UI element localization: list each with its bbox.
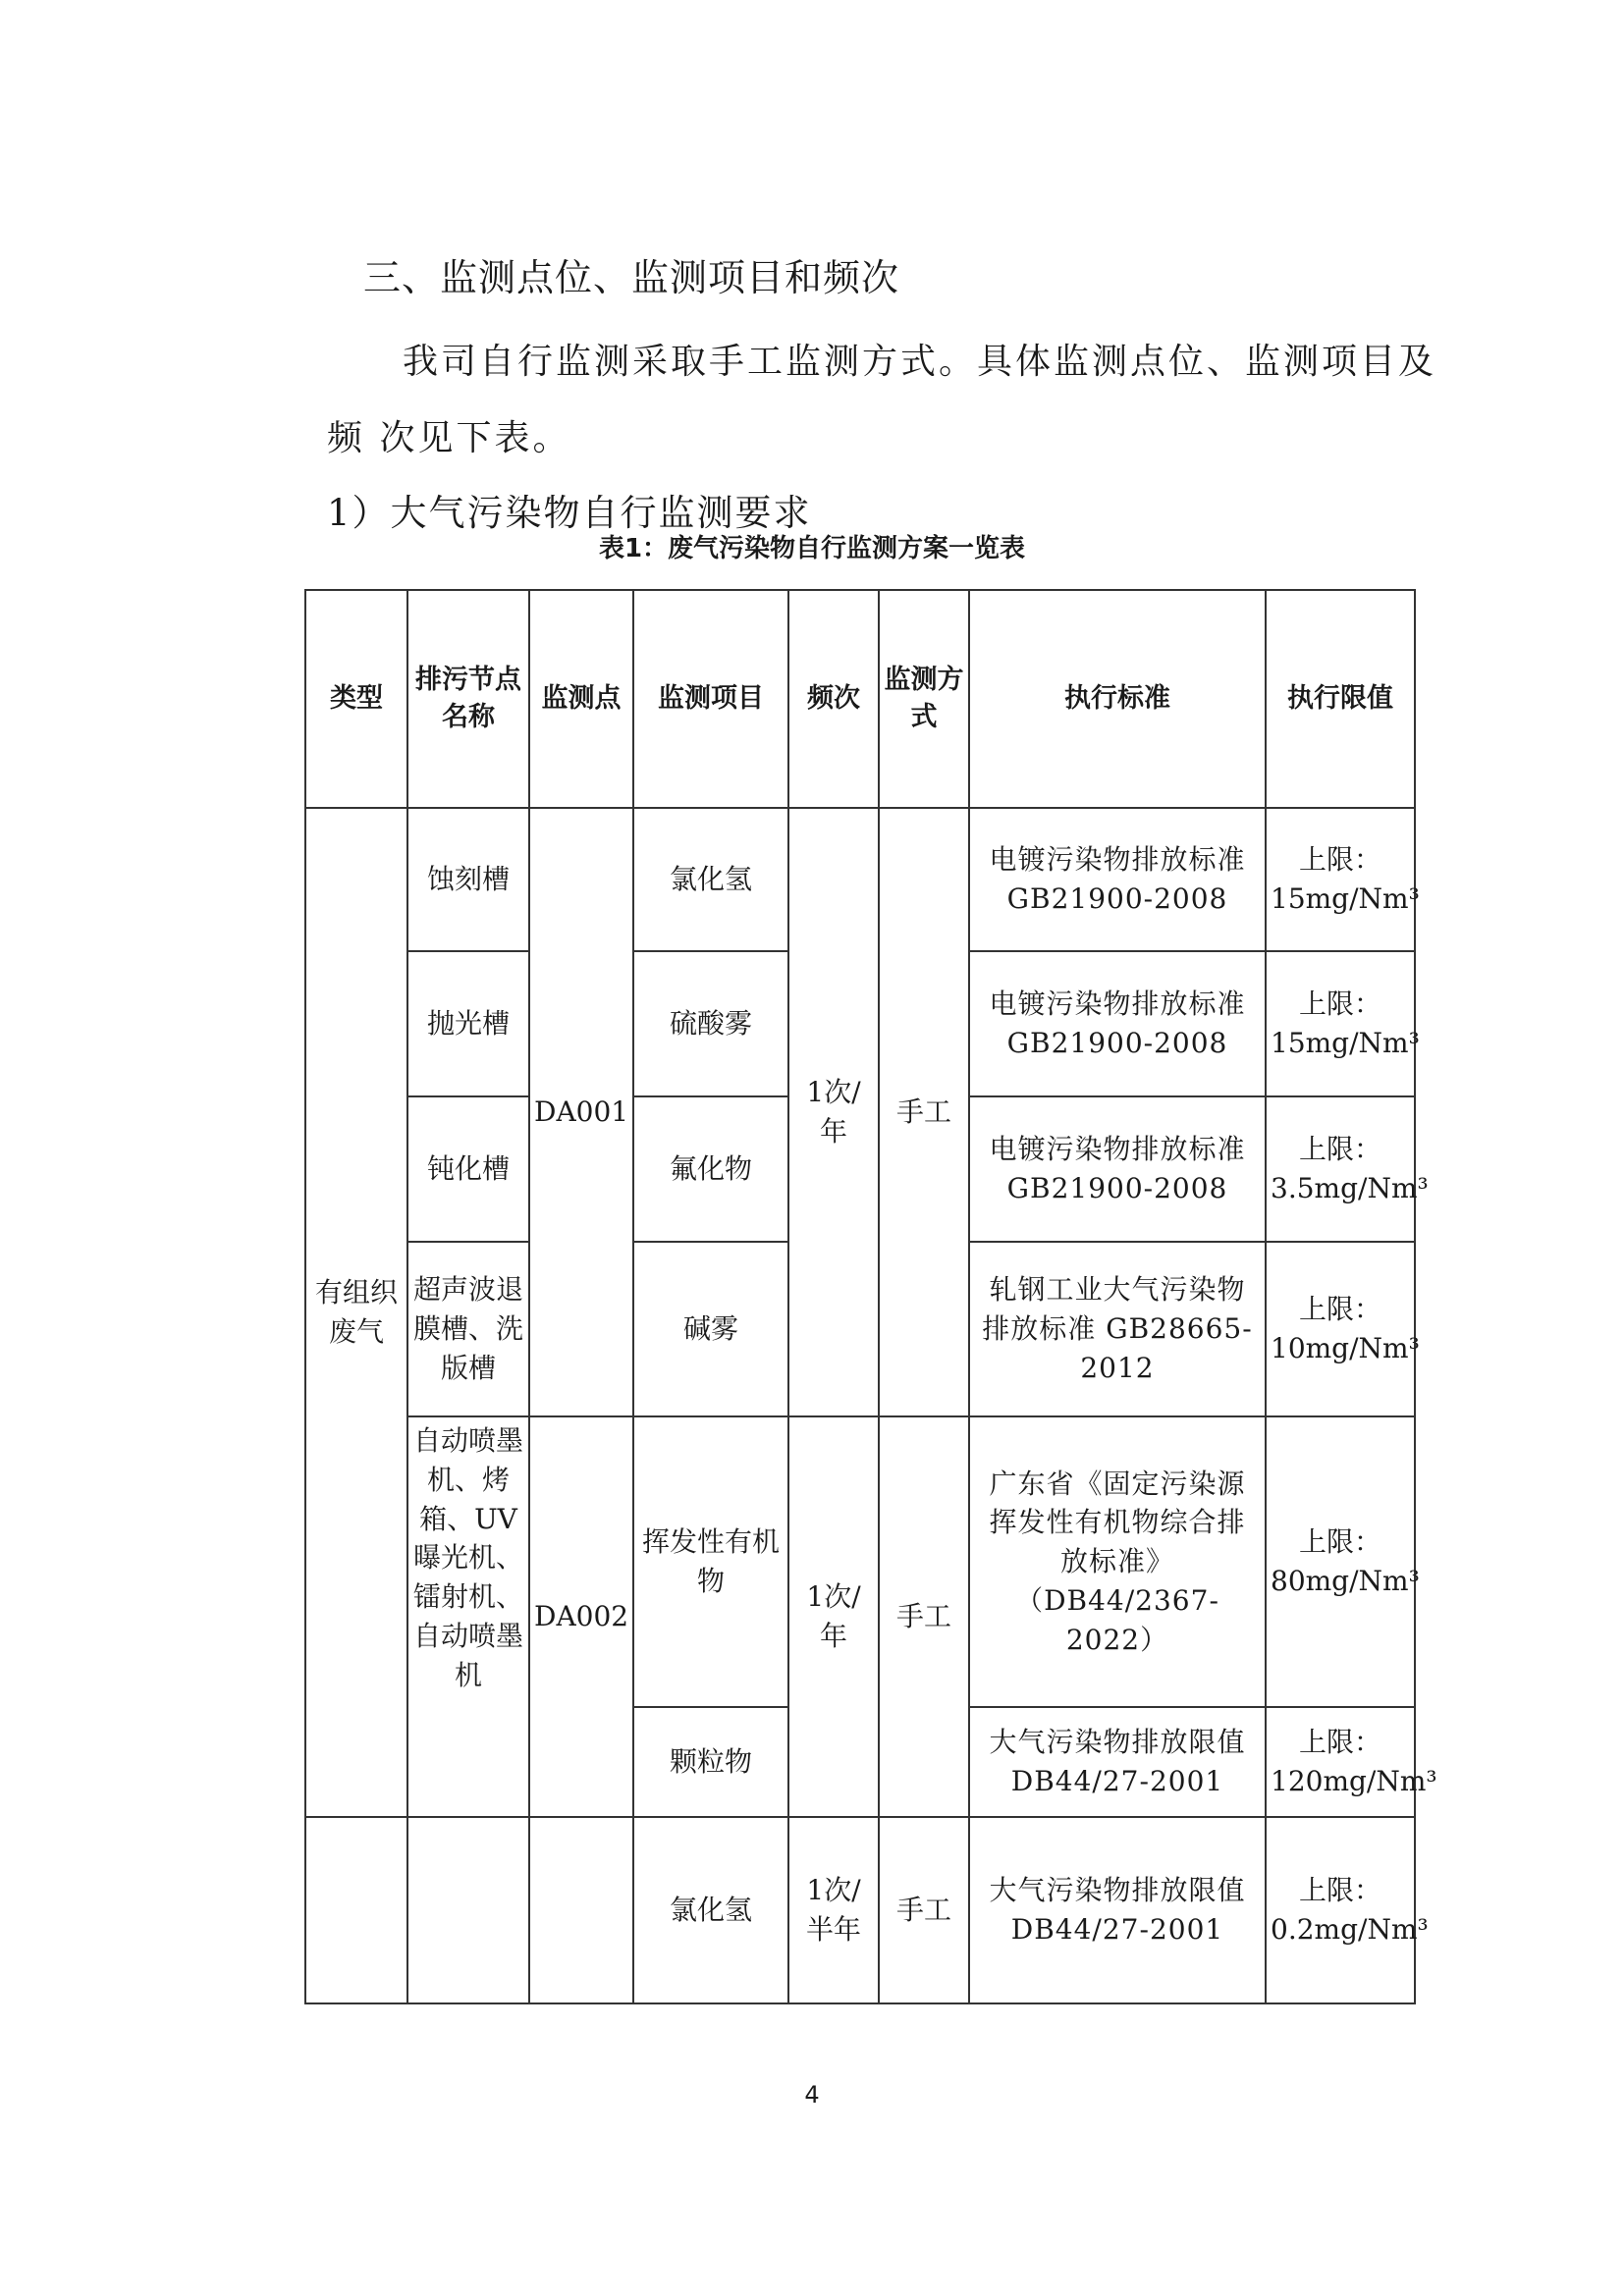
cell-limit [1266, 1096, 1429, 1242]
cell-item: 硫酸雾 [633, 951, 788, 1096]
cell-item: 氟化物 [633, 1096, 788, 1242]
standard-line: 排放标准 GB28665- [982, 1312, 1253, 1346]
subheading-air-pollutants: 1）大气污染物自行监测要求 [327, 492, 812, 534]
cell-limit [1266, 951, 1420, 1096]
limit-value: 120mg/Nm³ [1271, 1765, 1437, 1797]
standard-line: 挥发性有机物综合排 [989, 1506, 1246, 1539]
cell-node: 钝化槽 [407, 1096, 529, 1242]
standard-line: 大气污染物排放限值 [989, 1874, 1246, 1907]
table-header-row [305, 590, 1415, 808]
limit-label: 上限： [1298, 1293, 1381, 1326]
standard-line: GB21900-2008 [1006, 1172, 1228, 1204]
section-heading: 三、监测点位、监测项目和频次 [363, 256, 900, 299]
standard-line: DB44/27-2001 [1010, 1913, 1224, 1946]
intro-paragraph-line-1: 我司自行监测采取手工监测方式。具体监测点位、监测项目及 [403, 342, 1437, 382]
header-node-name: 排污节点名称 [407, 590, 529, 808]
limit-label: 上限： [1298, 1133, 1381, 1166]
limit-label: 上限： [1298, 843, 1381, 877]
limit-label: 上限： [1298, 1525, 1381, 1559]
limit-value: 15mg/Nm³ [1271, 882, 1420, 915]
cell-limit [1266, 1416, 1420, 1707]
cell-standard [969, 1242, 1266, 1416]
monitoring-plan-table [304, 589, 1437, 2004]
cell-type-empty [305, 1817, 407, 2003]
cell-point: DA002 [529, 1416, 633, 1817]
standard-line: GB21900-2008 [1006, 882, 1228, 915]
cell-node: 超声波退膜槽、洗版槽 [407, 1242, 529, 1416]
cell-item: 挥发性有机物 [633, 1416, 788, 1707]
cell-item: 碱雾 [633, 1242, 788, 1416]
header-type: 类型 [305, 590, 407, 808]
header-standard: 执行标准 [969, 590, 1266, 808]
cell-method: 手工 [879, 1416, 969, 1817]
limit-value: 80mg/Nm³ [1271, 1565, 1420, 1597]
header-monitoring-item: 监测项目 [633, 590, 788, 808]
limit-label: 上限： [1298, 1726, 1381, 1759]
cell-method: 手工 [879, 1817, 969, 2003]
cell-standard [969, 1096, 1266, 1242]
cell-type: 有组织废气 [305, 808, 407, 1817]
cell-frequency: 1次/ 半年 [788, 1817, 879, 2003]
standard-line: 广东省《固定污染源 [989, 1467, 1246, 1500]
standard-line: 电镀污染物排放标准 [989, 1133, 1246, 1166]
cell-limit [1266, 1707, 1437, 1817]
standard-line: 大气污染物排放限值 [989, 1726, 1246, 1759]
cell-point: DA001 [529, 808, 633, 1416]
header-monitoring-point: 监测点 [529, 590, 633, 808]
cell-standard [969, 1817, 1266, 2003]
cell-standard [969, 1416, 1266, 1707]
cell-limit [1266, 1817, 1429, 2003]
cell-node: 抛光槽 [407, 951, 529, 1096]
cell-standard [969, 951, 1266, 1096]
standard-line: 轧钢工业大气污染物 [989, 1273, 1246, 1307]
cell-limit [1266, 808, 1420, 951]
table-row [305, 808, 1415, 951]
limit-label: 上限： [1298, 988, 1381, 1021]
header-monitoring-method: 监测方式 [879, 590, 969, 808]
cell-node: 自动喷墨机、烤箱、UV曝光机、镭射机、自动喷墨机 [407, 1416, 529, 1817]
standard-line: 放标准》（DB44/2367- [1015, 1545, 1219, 1617]
cell-limit [1266, 1242, 1420, 1416]
cell-frequency: 1次/年 [788, 808, 879, 1416]
table-row [305, 1817, 1415, 2003]
standard-line: 2012 [1080, 1351, 1155, 1384]
limit-value: 0.2mg/Nm³ [1271, 1913, 1429, 1946]
cell-item: 颗粒物 [633, 1707, 788, 1817]
standard-line: GB21900-2008 [1006, 1027, 1228, 1059]
standard-line: DB44/27-2001 [1010, 1765, 1224, 1797]
table-caption: 表1：废气污染物自行监测方案一览表 [598, 534, 1026, 563]
page-number: 4 [804, 2081, 820, 2109]
cell-node: 蚀刻槽 [407, 808, 529, 951]
header-frequency: 频次 [788, 590, 879, 808]
table-row [305, 1416, 1415, 1707]
header-limit: 执行限值 [1266, 590, 1415, 808]
cell-standard [969, 1707, 1266, 1817]
limit-value: 10mg/Nm³ [1271, 1332, 1420, 1364]
limit-value: 3.5mg/Nm³ [1271, 1172, 1429, 1204]
limit-value: 15mg/Nm³ [1271, 1027, 1420, 1059]
cell-item: 氯化氢 [633, 808, 788, 951]
cell-item: 氯化氢 [633, 1817, 788, 2003]
cell-frequency: 1次/ 年 [788, 1416, 879, 1817]
standard-line: 2022） [1065, 1623, 1169, 1656]
standard-line: 电镀污染物排放标准 [989, 843, 1246, 877]
intro-paragraph-line-2: 频 次见下表。 [327, 418, 571, 458]
cell-method: 手工 [879, 808, 969, 1416]
cell-point-empty [529, 1817, 633, 2003]
standard-line: 电镀污染物排放标准 [989, 988, 1246, 1021]
cell-standard [969, 808, 1266, 951]
cell-node-empty [407, 1817, 529, 2003]
limit-label: 上限： [1298, 1874, 1381, 1907]
